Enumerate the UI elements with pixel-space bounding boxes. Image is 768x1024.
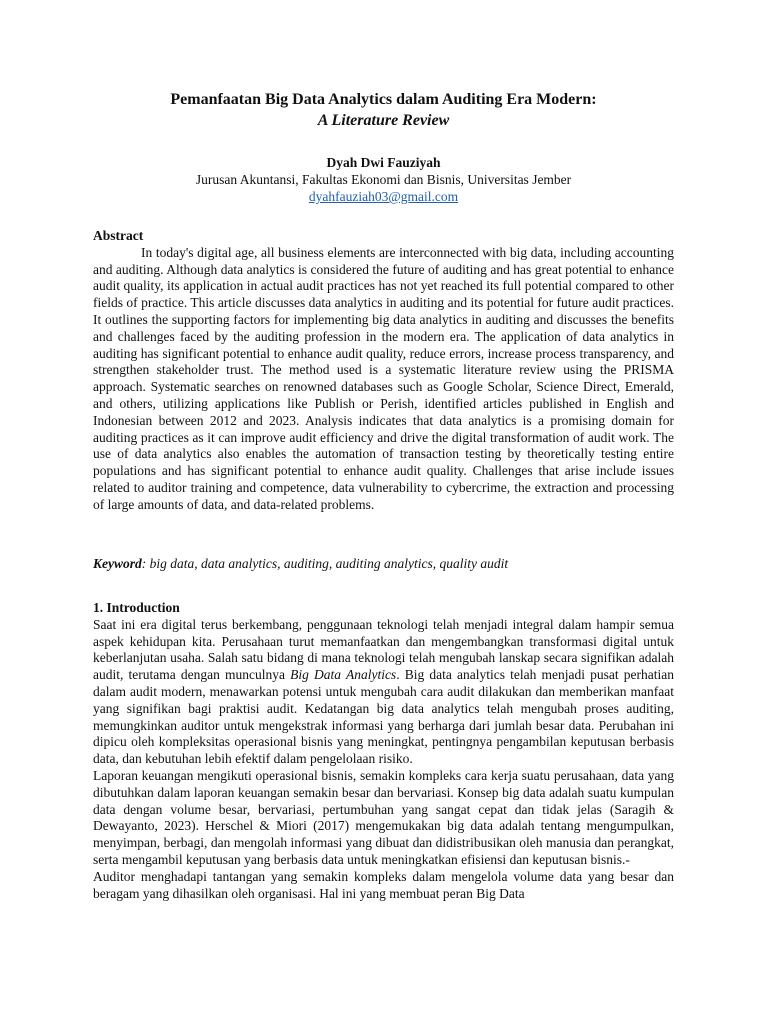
intro-paragraph-2: Laporan keuangan mengikuti operasional bisnis, semakin kompleks cara kerja suatu perusahaan, data yang dibutuhkan dalam laporan keuangan semakin besar dan bervariasi. Konsep big data adalah suatu kumpulan data dengan volume besar, bervariasi, pertumbuhan yang sangat cepat dan tidak jelas (Saragih & Dewayanto, 2023). Herschel & Miori (2017) mengemukakan big data adalah tentang mengumpulkan, menyimpan, berbagi, dan mengolah informasi yang dibuat dan didistribusikan oleh manusia dan perangkat, serta mengambil keputusan yang berbasis data untuk meningkatkan efisiensi dan keputusan bisnis.- (93, 767, 674, 867)
paper-title: Pemanfaatan Big Data Analytics dalam Auditing Era Modern: (170, 91, 597, 108)
keywords-values: : big data, data analytics, auditing, auditing analytics, quality audit (141, 556, 509, 571)
author-name: Dyah Dwi Fauziyah (326, 155, 441, 170)
abstract-section (93, 228, 674, 514)
keywords-label: Keyword (93, 556, 142, 571)
intro-p1-emphasis: Big Data Analytics (290, 667, 397, 683)
paper-subtitle: A Literature Review (317, 112, 450, 129)
author-affiliation: Jurusan Akuntansi, Fakultas Ekonomi dan Bisnis, Universitas Jember (195, 172, 572, 187)
introduction-heading: 1. Introduction (93, 600, 180, 615)
intro-p1-text-a: Saat ini era digital terus berkembang, penggunaan teknologi telah menjadi integral dalam hampir semua aspek kehidupan kita. Perusahaan turut memanfaatkan dan mengembangkan transformasi digital untuk keberlanjutan usaha. Salah satu bidang di mana teknologi telah mengubah lanskap secara signifikan adalah audit, terutama dengan munculnya (93, 616, 674, 683)
abstract-heading: Abstract (93, 228, 144, 243)
abstract-text: In today's digital age, all business elements are interconnected with big data, including accounting and auditing. Although data analytics is considered the future of auditing and has great potential to enhance audit quality, its application in actual audit practices has not yet reached its full potential compared to other fields of practice. This article discusses data analytics in auditing and its potential for future audit practices. It outlines the supporting factors for implementing big data analytics in auditing and discusses the benefits and challenges faced by the auditing profession in the modern era. The application of data analytics in auditing has significant potential to enhance audit quality, reduce errors, increase process transparency, and strengthen stakeholder trust. The method used is a systematic literature review using the PRISMA approach. Systematic searches on renowned databases such as Google Scholar, Science Direct, Emerald, and others, utilizing applications like Publish or Perish, identified articles published in English and Indonesian between 2012 and 2023. Analysis indicates that data analytics is a promising domain for auditing practices as it can improve audit efficiency and drive the digital transformation of audit work. The use of data analytics also enables the automation of transaction testing by theoretically testing entire populations and has significant potential to enhance audit quality. Challenges that arise include issues related to auditor training and competence, data vulnerability to cybercrime, the extraction and processing of large amounts of data, and data-related problems. (93, 244, 674, 512)
intro-p1-text-b: . Big data analytics telah menjadi pusat perhatian dalam audit modern, menawarkan potensi untuk mengubah cara audit dilakukan dan memberikan manfaat yang signifikan bagi praktisi audit. Kedatangan big data analytics telah mengubah proses auditing, memungkinkan auditor untuk mengekstrak informasi yang berharga dari jumlah besar data. Perubahan ini dipicu oleh kompleksitas operasional bisnis yang meningkat, pentingnya pengambilan keputusan berbasis data, dan kebutuhan lebih efektif dalam pengelolaan risiko. (93, 667, 674, 767)
intro-paragraph-1 (93, 617, 674, 768)
paper-header (93, 89, 674, 206)
introduction-section (93, 600, 674, 902)
author-email-link[interactable]: dyahfauziah03@gmail.com (308, 189, 459, 204)
intro-paragraph-3: Auditor menghadapi tantangan yang semakin kompleks dalam mengelola volume data yang besar dan beragam yang dihasilkan oleh organisasi. Hal ini yang membuat peran Big Data (93, 868, 674, 901)
keywords-line (93, 556, 674, 573)
